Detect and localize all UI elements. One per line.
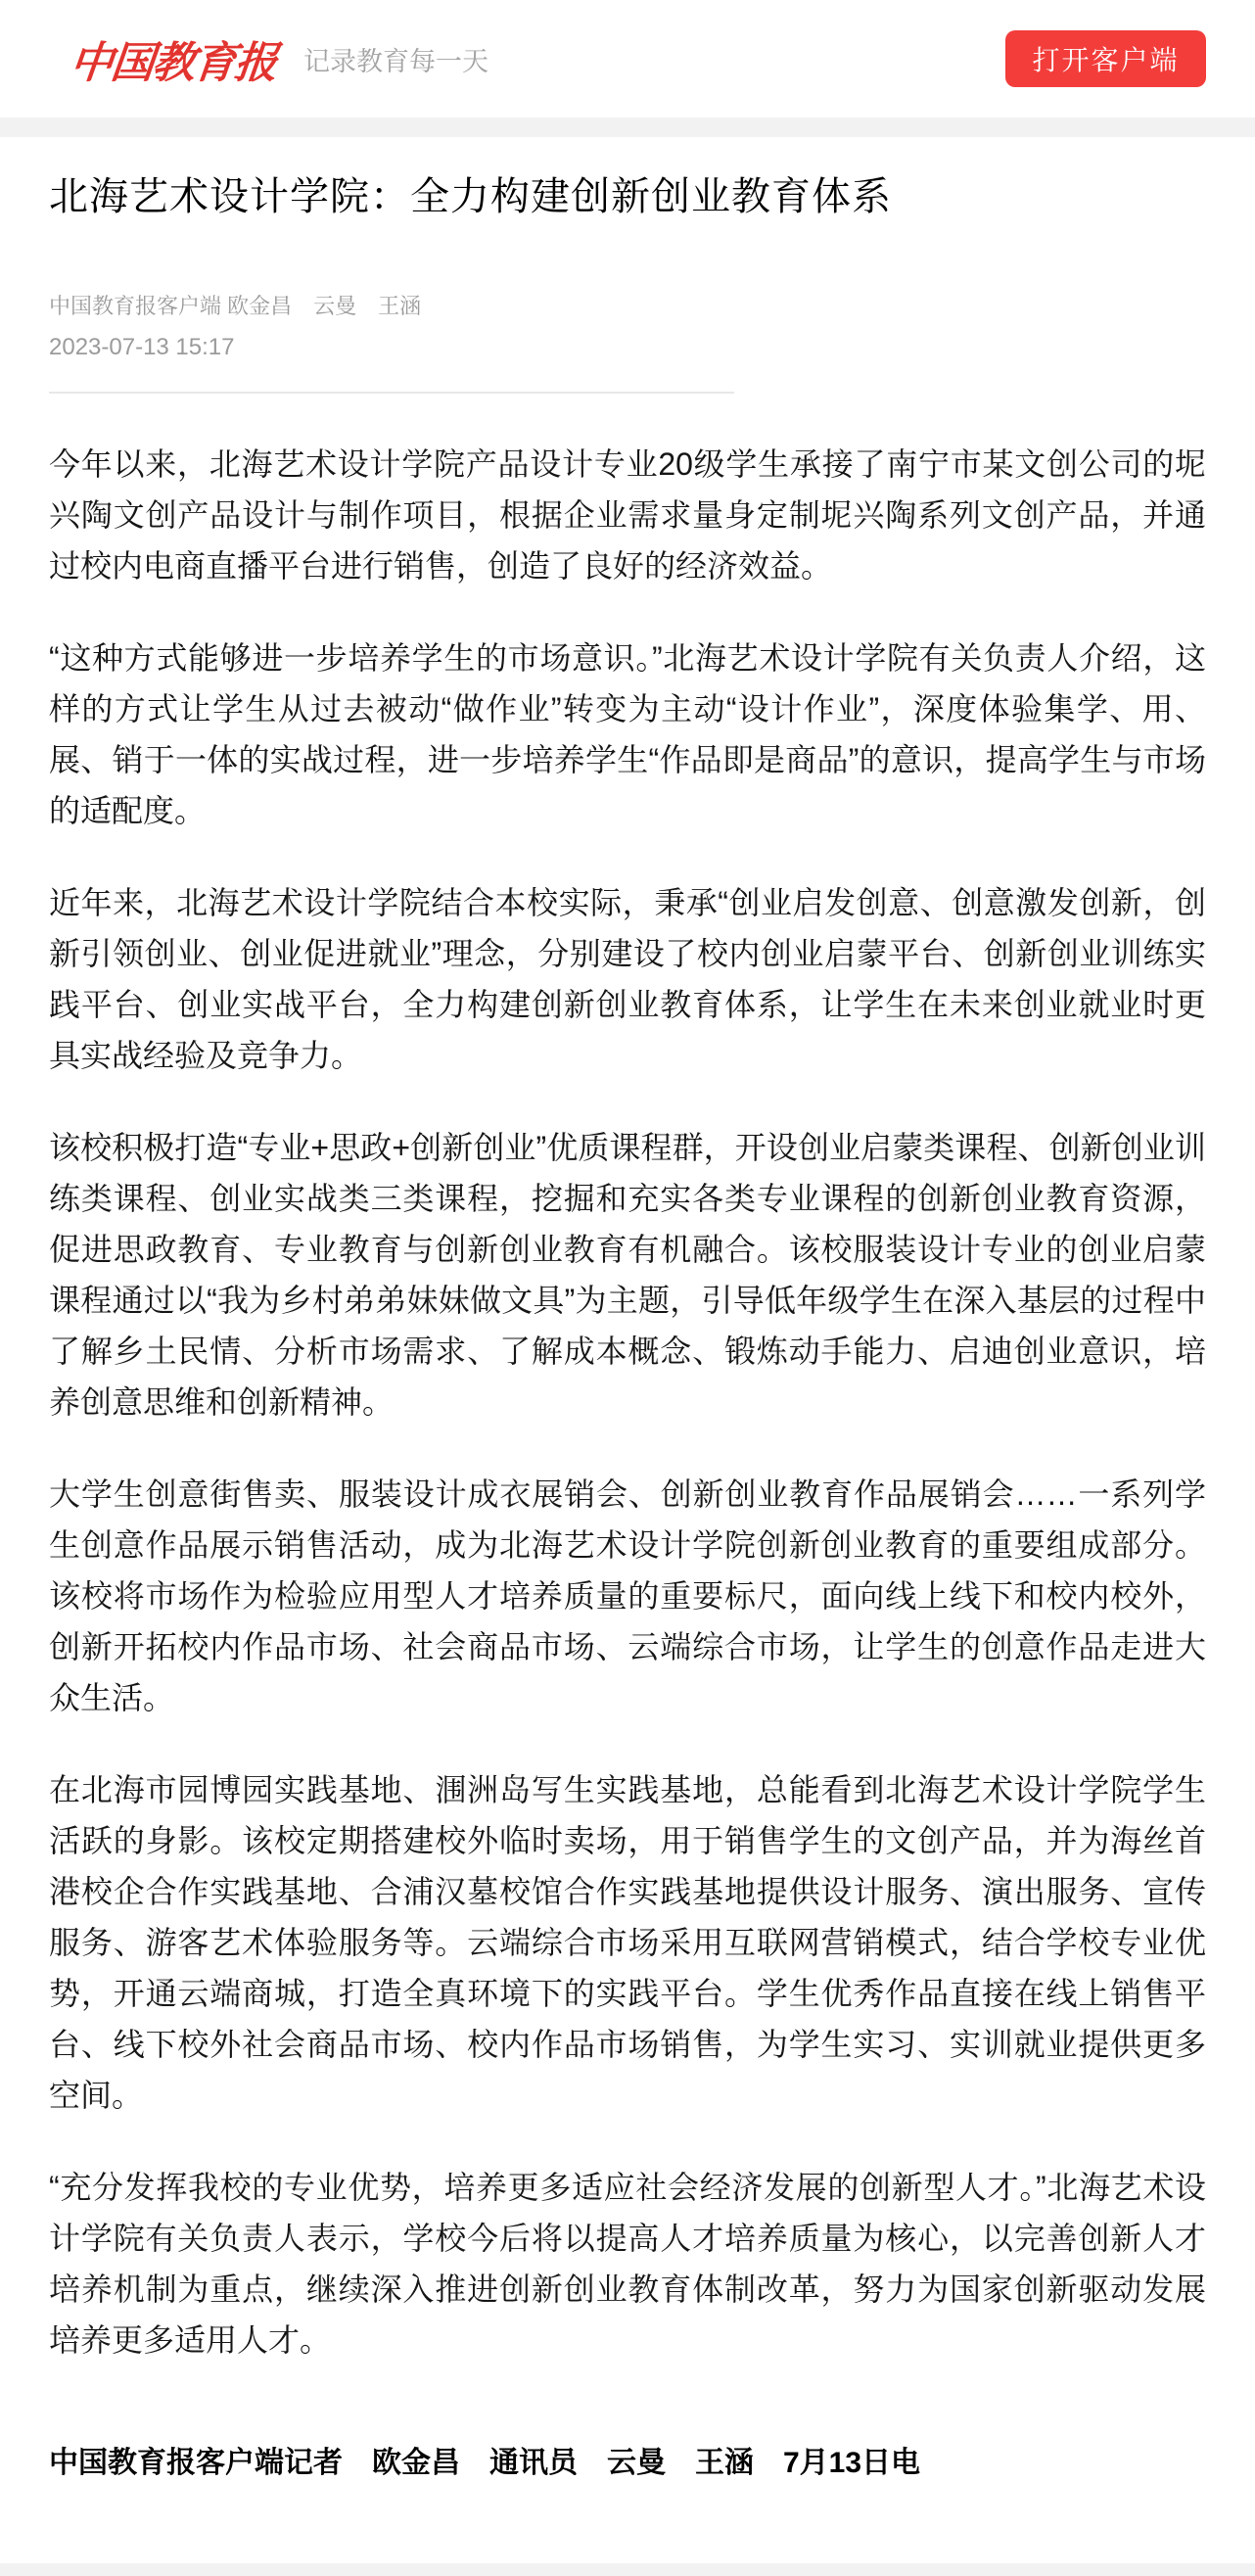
paragraph: 该校积极打造“专业+思政+创新创业”优质课程群，开设创业启蒙类课程、创新创业训练类课程、创业实战类三类课程，挖掘和充实各类专业课程的创新创业教育资源，促进思政教育、专业教育与创新创业教育有机融合。该校服装设计专业的创业启蒙课程通过以“我为乡村弟弟妹妹做文具”为主题，引导低年级学生在深入基层的过程中了解乡土民情、分析市场需求、了解成本概念、锻炼动手能力、启迪创业意识，培养创意思维和创新精神。 xyxy=(49,1130,1206,1420)
article-title: 北海艺术设计学院：全力构建创新创业教育体系 xyxy=(49,175,892,218)
paragraph: 近年来，北海艺术设计学院结合本校实际，秉承“创业启发创意、创意激发创新，创新引领创业、创业促进就业”理念，分别建设了校内创业启蒙平台、创新创业训练实践平台、创业实战平台，全力构建创新创业教育体系，让学生在未来创业就业时更具实战经验及竞争力。 xyxy=(49,885,1206,1073)
site-logo-calligraphy[interactable]: 中国教育报 xyxy=(67,38,279,88)
byline-divider xyxy=(49,392,734,394)
article-byline: 中国教育报客户端 欧金昌 云曼 王涵 xyxy=(49,294,422,318)
credit-line: 中国教育报客户端记者 欧金昌 通讯员 云曼 王涵 7月13日电 xyxy=(49,2447,921,2479)
paragraph: 大学生创意街售卖、服装设计成衣展销会、创新创业教育作品展销会……一系列学生创意作品展示销售活动，成为北海艺术设计学院创新创业教育的重要组成部分。该校将市场作为检验应用型人才培养质量的重要标尺，面向线上线下和校内校外，创新开拓校内作品市场、社会商品市场、云端综合市场，让学生的创意作品走进大众生活。 xyxy=(49,1476,1206,1715)
paragraph: “这种方式能够进一步培养学生的市场意识。”北海艺术设计学院有关负责人介绍，这样的方式让学生从过去被动“做作业”转变为主动“设计作业”，深度体验集学、用、展、销于一体的实战过程，进一步培养学生“作品即是商品”的意识，提高学生与市场的适配度。 xyxy=(49,640,1206,828)
header-divider-strip xyxy=(0,117,1255,137)
bottom-divider-strip xyxy=(0,2563,1255,2576)
article-body xyxy=(49,439,1206,2365)
bottom-spacer xyxy=(0,2483,1255,2563)
paragraph: 在北海市园博园实践基地、涠洲岛写生实践基地，总能看到北海艺术设计学院学生活跃的身影。该校定期搭建校外临时卖场，用于销售学生的文创产品，并为海丝首港校企合作实践基地、合浦汉墓校馆合作实践基地提供设计服务、演出服务、宣传服务、游客艺术体验服务等。云端综合市场采用互联网营销模式，结合学校专业优势，开通云端商城，打造全真环境下的实践平台。学生优秀作品直接在线上销售平台、线下校外社会商品市场、校内作品市场销售，为学生实习、实训就业提供更多空间。 xyxy=(49,1772,1206,2113)
paragraph: “充分发挥我校的专业优势，培养更多适应社会经济发展的创新型人才。”北海艺术设计学院有关负责人表示，学校今后将以提高人才培养质量为核心，以完善创新人才培养机制为重点，继续深入推进创新创业教育体制改革，努力为国家创新驱动发展培养更多适用人才。 xyxy=(49,2170,1206,2358)
site-header xyxy=(0,0,1255,117)
paragraph: 今年以来，北海艺术设计学院产品设计专业20级学生承接了南宁市某文创公司的坭兴陶文创产品设计与制作项目，根据企业需求量身定制坭兴陶系列文创产品，并通过校内电商直播平台进行销售，创造了良好的经济效益。 xyxy=(49,446,1206,584)
site-tagline: 记录教育每一天 xyxy=(303,46,488,76)
publish-time: 2023-07-13 15:17 xyxy=(49,334,235,360)
article xyxy=(0,172,1255,2483)
open-app-button[interactable]: 打开客户端 xyxy=(1005,30,1206,87)
